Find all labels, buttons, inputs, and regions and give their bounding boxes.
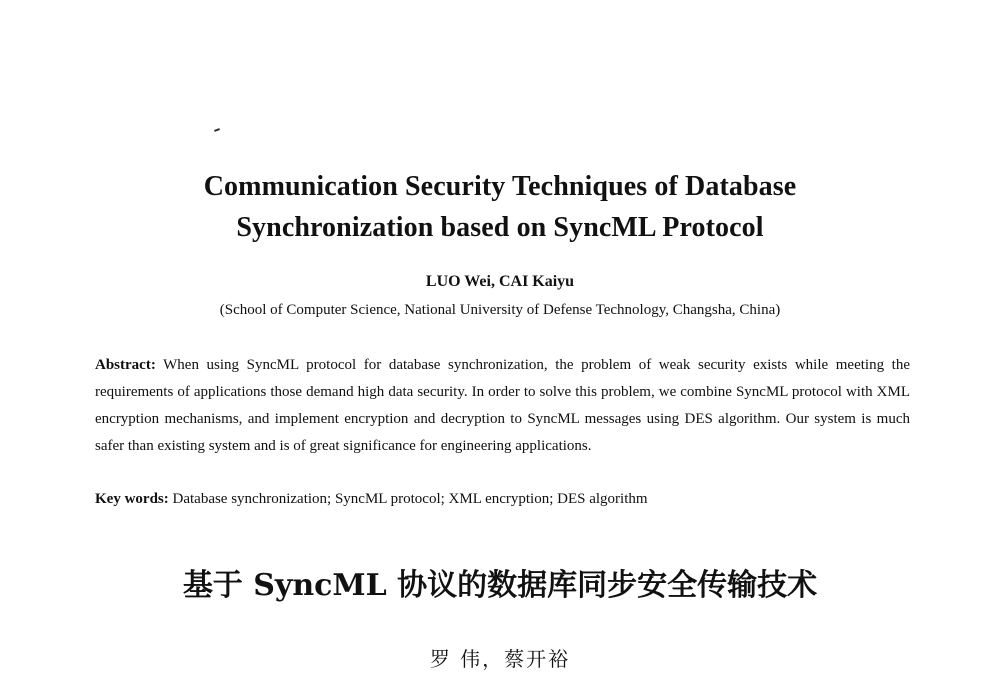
keywords-text: Database synchronization; SyncML protocol; XML encryption; DES algorithm (168, 491, 648, 507)
abstract-text: When using SyncML protocol for database synchronization, the problem of weak security exists while meeting the requirements of applications those demand high data security. In order to solve this problem, we combine SyncML protocol with XML encryption mechanisms, and implement encryption and decryption to SyncML messages using DES algorithm. Our system is much safer than existing system and is of great significance for engineering applications. (95, 357, 910, 454)
chinese-title: 基于 SyncML 协议的数据库同步安全传输技术 (182, 568, 818, 603)
keywords-label: Key words: (95, 491, 169, 507)
scan-speck (214, 128, 220, 132)
paper-title-line-1: Communication Security Techniques of Database (203, 171, 797, 202)
abstract-paragraph (95, 352, 910, 460)
paper-title-line-2: Synchronization based on SyncML Protocol (236, 212, 764, 243)
paper-affiliation: (School of Computer Science, National University of Defense Technology, Changsha, China) (219, 302, 781, 318)
paper-title (0, 166, 1000, 248)
abstract-label: Abstract: (95, 357, 156, 373)
keywords-paragraph (95, 486, 910, 513)
paper-authors: LUO Wei, CAI Kaiyu (425, 273, 575, 290)
chinese-authors: 罗 伟，蔡开裕 (429, 647, 571, 671)
